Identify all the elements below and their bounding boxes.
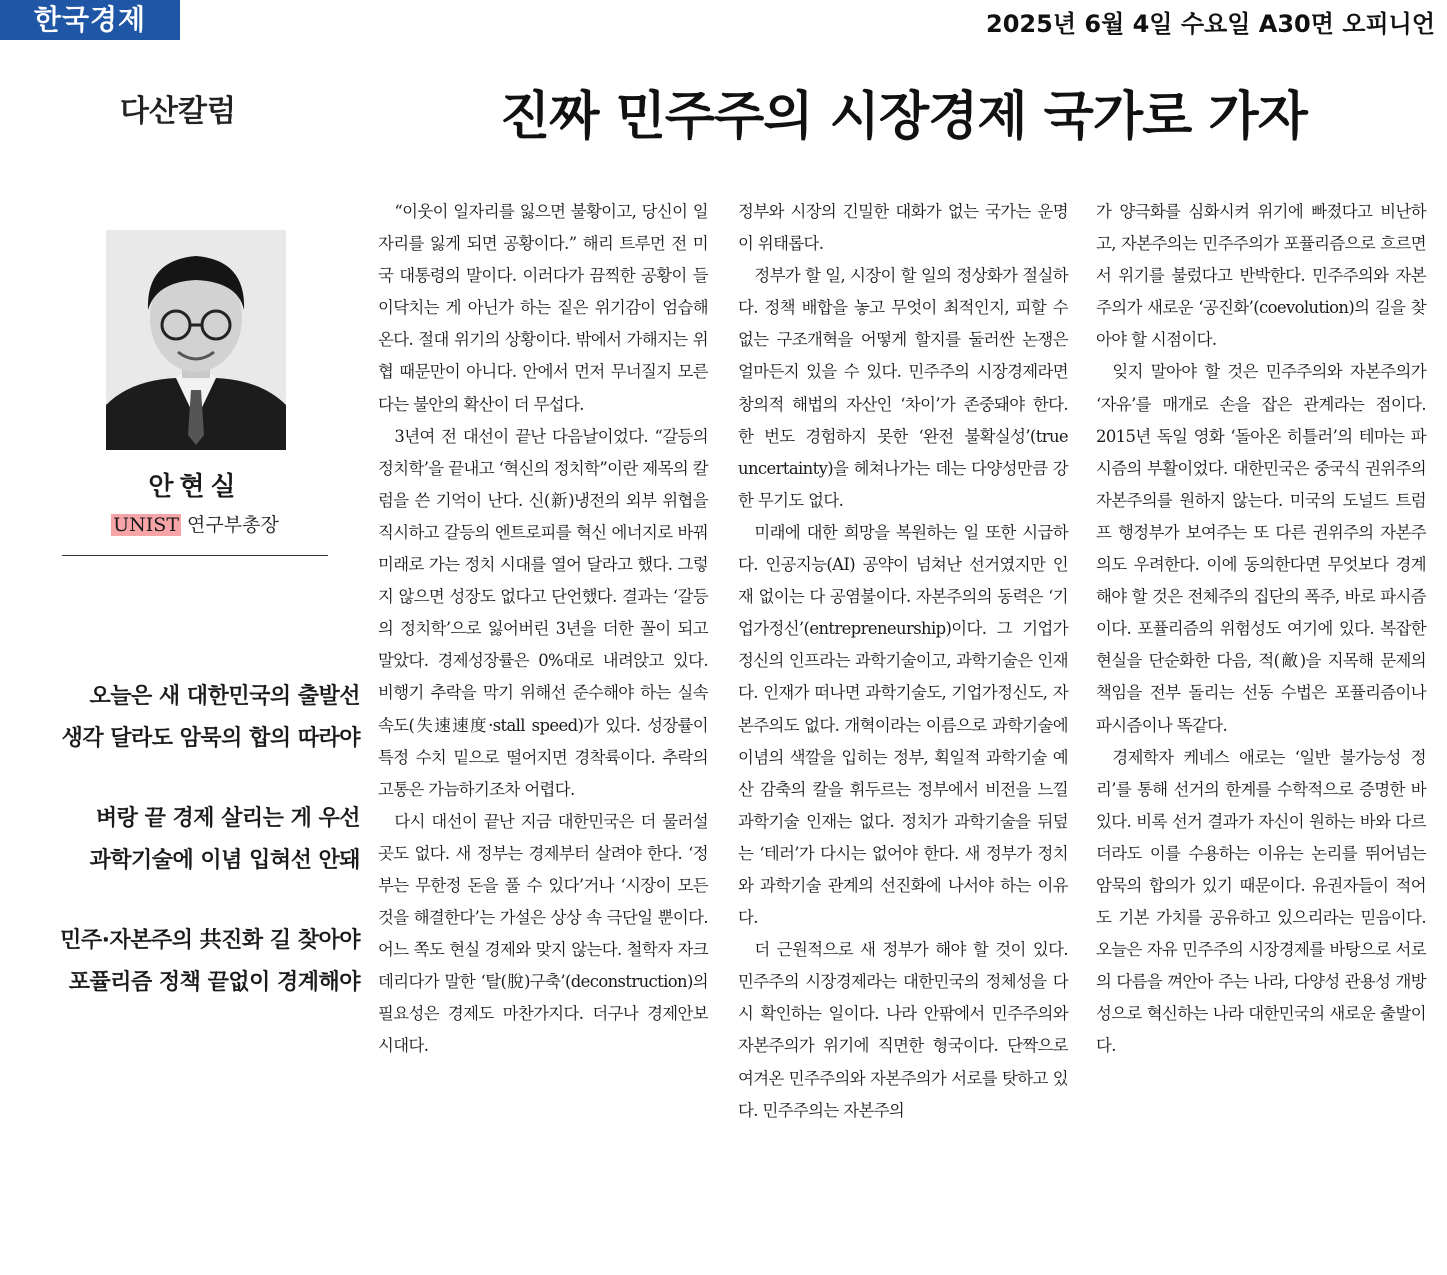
body-column-3	[1096, 196, 1426, 1063]
headline: 진짜 민주주의 시장경제 국가로 가자	[500, 86, 1307, 147]
newspaper-masthead: 한국경제	[0, 0, 180, 40]
subheads	[12, 676, 360, 1042]
column-name: 다산칼럼	[120, 94, 236, 129]
subhead-group	[12, 798, 360, 882]
body-column-2	[738, 196, 1068, 1127]
author-title	[60, 510, 330, 537]
body-column-1	[378, 196, 708, 1063]
subhead-group	[12, 920, 360, 1004]
subhead-line: 벼랑 끝 경제 살리는 게 우선	[95, 806, 360, 831]
body-paragraph: 잊지 말아야 할 것은 민주주의와 자본주의가 ‘자유’를 매개로 손을 잡은 관계라는 점이다. 2015년 독일 영화 ‘돌아온 히틀러’의 테마는 파시즘의 부활이었다. 대한민국은 중국식 권위주의 자본주의를 원하지 않는다. 미국의 도널드 트럼프 행정부가 보여주는 또 다른 권위주의 자본주의도 우려한다. 이에 동의한다면 무엇보다 경계해야 할 것은 전체주의 집단의 폭주, 바로 파시즘이다. 포퓰리즘의 위험성도 여기에 있다. 복잡한 현실을 단순화한 다음, 적(敵)을 지목해 문제의 책임을 전부 돌리는 선동 수법은 포퓰리즘이나 파시즘이나 똑같다.	[1096, 362, 1426, 735]
author-photo	[106, 230, 286, 450]
body-paragraph: 경제학자 케네스 애로는 ‘일반 불가능성 정리’를 통해 선거의 한계를 수학적으로 증명한 바 있다. 비록 선거 결과가 자신이 원하는 바와 다르더라도 이를 수용하는 이유는 논리를 뛰어넘는 암묵의 합의가 있기 때문이다. 유권자들이 적어도 기본 가치를 공유하고 있으리라는 믿음이다. 오늘은 자유 민주주의 시장경제를 바탕으로 서로의 다름을 껴안아 주는 나라, 다양성 관용성 개방성으로 혁신하는 나라 대한민국의 새로운 출발이다.	[1096, 747, 1426, 1056]
subhead-line: 민주·자본주의 共진화 길 찾아야	[60, 928, 360, 953]
author-name: 안현실	[148, 472, 242, 502]
dateline: 2025년 6월 4일 수요일 A30면 오피니언	[986, 10, 1435, 38]
subhead-line: 생각 달라도 암묵의 합의 따라야	[61, 726, 360, 751]
subhead-group	[12, 676, 360, 760]
author-portrait-icon	[106, 230, 286, 450]
subhead-line: 과학기술에 이념 입혀선 안돼	[89, 848, 360, 873]
subhead-line: 포퓰리즘 정책 끝없이 경계해야	[68, 970, 360, 995]
body-paragraph: 정부가 할 일, 시장이 할 일의 정상화가 절실하다. 정책 배합을 놓고 무엇이 최적인지, 피할 수 없는 구조개혁을 어떻게 할지를 둘러싼 논쟁은 얼마든지 있을 수 있다. 민주주의 시장경제라면 창의적 해법의 자산인 ‘차이’가 존중돼야 한다. 한 번도 경험하지 못한 ‘완전 불확실성’(true uncertainty)을 헤쳐나가는 데는 다양성만큼 강한 무기도 없다.	[738, 266, 1068, 510]
body-paragraph: 가 양극화를 심화시켜 위기에 빠졌다고 비난하고, 자본주의는 민주주의가 포퓰리즘으로 흐르면서 위기를 불렀다고 반박한다. 민주주의와 자본주의가 새로운 ‘공진화’(coevolution)의 길을 찾아야 할 시점이다.	[1096, 202, 1426, 350]
body-paragraph: “이웃이 일자리를 잃으면 불황이고, 당신이 일자리를 잃게 되면 공황이다.” 해리 트루먼 전 미국 대통령의 말이다. 이러다가 끔찍한 공황이 들이닥치는 게 아닌가 하는 짙은 위기감이 엄습해 온다. 절대 위기의 상황이다. 밖에서 가해지는 위협 때문만이 아니다. 안에서 먼저 무너질지 모른다는 불안의 확산이 더 무섭다.	[378, 202, 708, 414]
body-paragraph: 3년여 전 대선이 끝난 다음날이었다. “갈등의 정치학’을 끝내고 ‘혁신의 정치학”이란 제목의 칼럼을 쓴 기억이 난다. 신(新)냉전의 외부 위협을 직시하고 갈등의 엔트로피를 혁신 에너지로 바꿔 미래로 가는 정치 시대를 열어 달라고 했다. 그렇지 않으면 성장도 없다고 단언했다. 결과는 ‘갈등의 정치학’으로 잃어버린 3년을 더한 꼴이 되고 말았다. 경제성장률은 0%대로 내려앉고 있다. 비행기 추락을 막기 위해선 준수해야 하는 실속속도(失速速度·stall speed)가 있다. 성장률이 특정 수치 밑으로 떨어지면 경착륙이다. 추락의 고통은 가늠하기조차 어렵다.	[378, 426, 708, 799]
body-paragraph: 정부와 시장의 긴밀한 대화가 없는 국가는 운명이 위태롭다.	[738, 202, 1068, 254]
body-paragraph: 더 근원적으로 새 정부가 해야 할 것이 있다. 민주주의 시장경제라는 대한민국의 정체성을 다시 확인하는 일이다. 나라 안팎에서 민주주의와 자본주의가 위기에 직면한 형국이다. 단짝으로 여겨온 민주주의와 자본주의가 서로를 탓하고 있다. 민주주의는 자본주의	[738, 940, 1068, 1120]
author-divider	[62, 555, 328, 556]
author-role: 연구부총장	[187, 514, 279, 536]
author-org: UNIST	[113, 514, 179, 536]
body-paragraph: 미래에 대한 희망을 복원하는 일 또한 시급하다. 인공지능(AI) 공약이 넘쳐난 선거였지만 인재 없이는 다 공염불이다. 자본주의의 동력은 ‘기업가정신’(entrepreneurship)이다. 그 기업가정신의 인프라는 과학기술이고, 과학기술은 인재다. 인재가 떠나면 과학기술도, 기업가정신도, 자본주의도 없다. 개혁이라는 이름으로 과학기술에 이념의 색깔을 입히는 정부, 획일적 과학기술 예산 감축의 칼을 휘두르는 정부에서 비전을 느낄 과학기술 인재는 없다. 정치가 과학기술을 뒤덮는 ‘테러’가 다시는 없어야 한다. 새 정부가 정치와 과학기술 관계의 선진화에 나서야 하는 이유다.	[738, 522, 1068, 928]
body-paragraph: 다시 대선이 끝난 지금 대한민국은 더 물러설 곳도 없다. 새 정부는 경제부터 살려야 한다. ‘정부는 무한정 돈을 풀 수 있다’거나 ‘시장이 모든 것을 해결한다’는 가설은 상상 속 극단일 뿐이다. 어느 쪽도 현실 경제와 맞지 않는다. 철학자 자크 데리다가 말한 ‘탈(脫)구축’(deconstruction)의 필요성은 경제도 마찬가지다. 더구나 경제안보 시대다.	[378, 811, 708, 1056]
subhead-line: 오늘은 새 대한민국의 출발선	[89, 684, 360, 709]
